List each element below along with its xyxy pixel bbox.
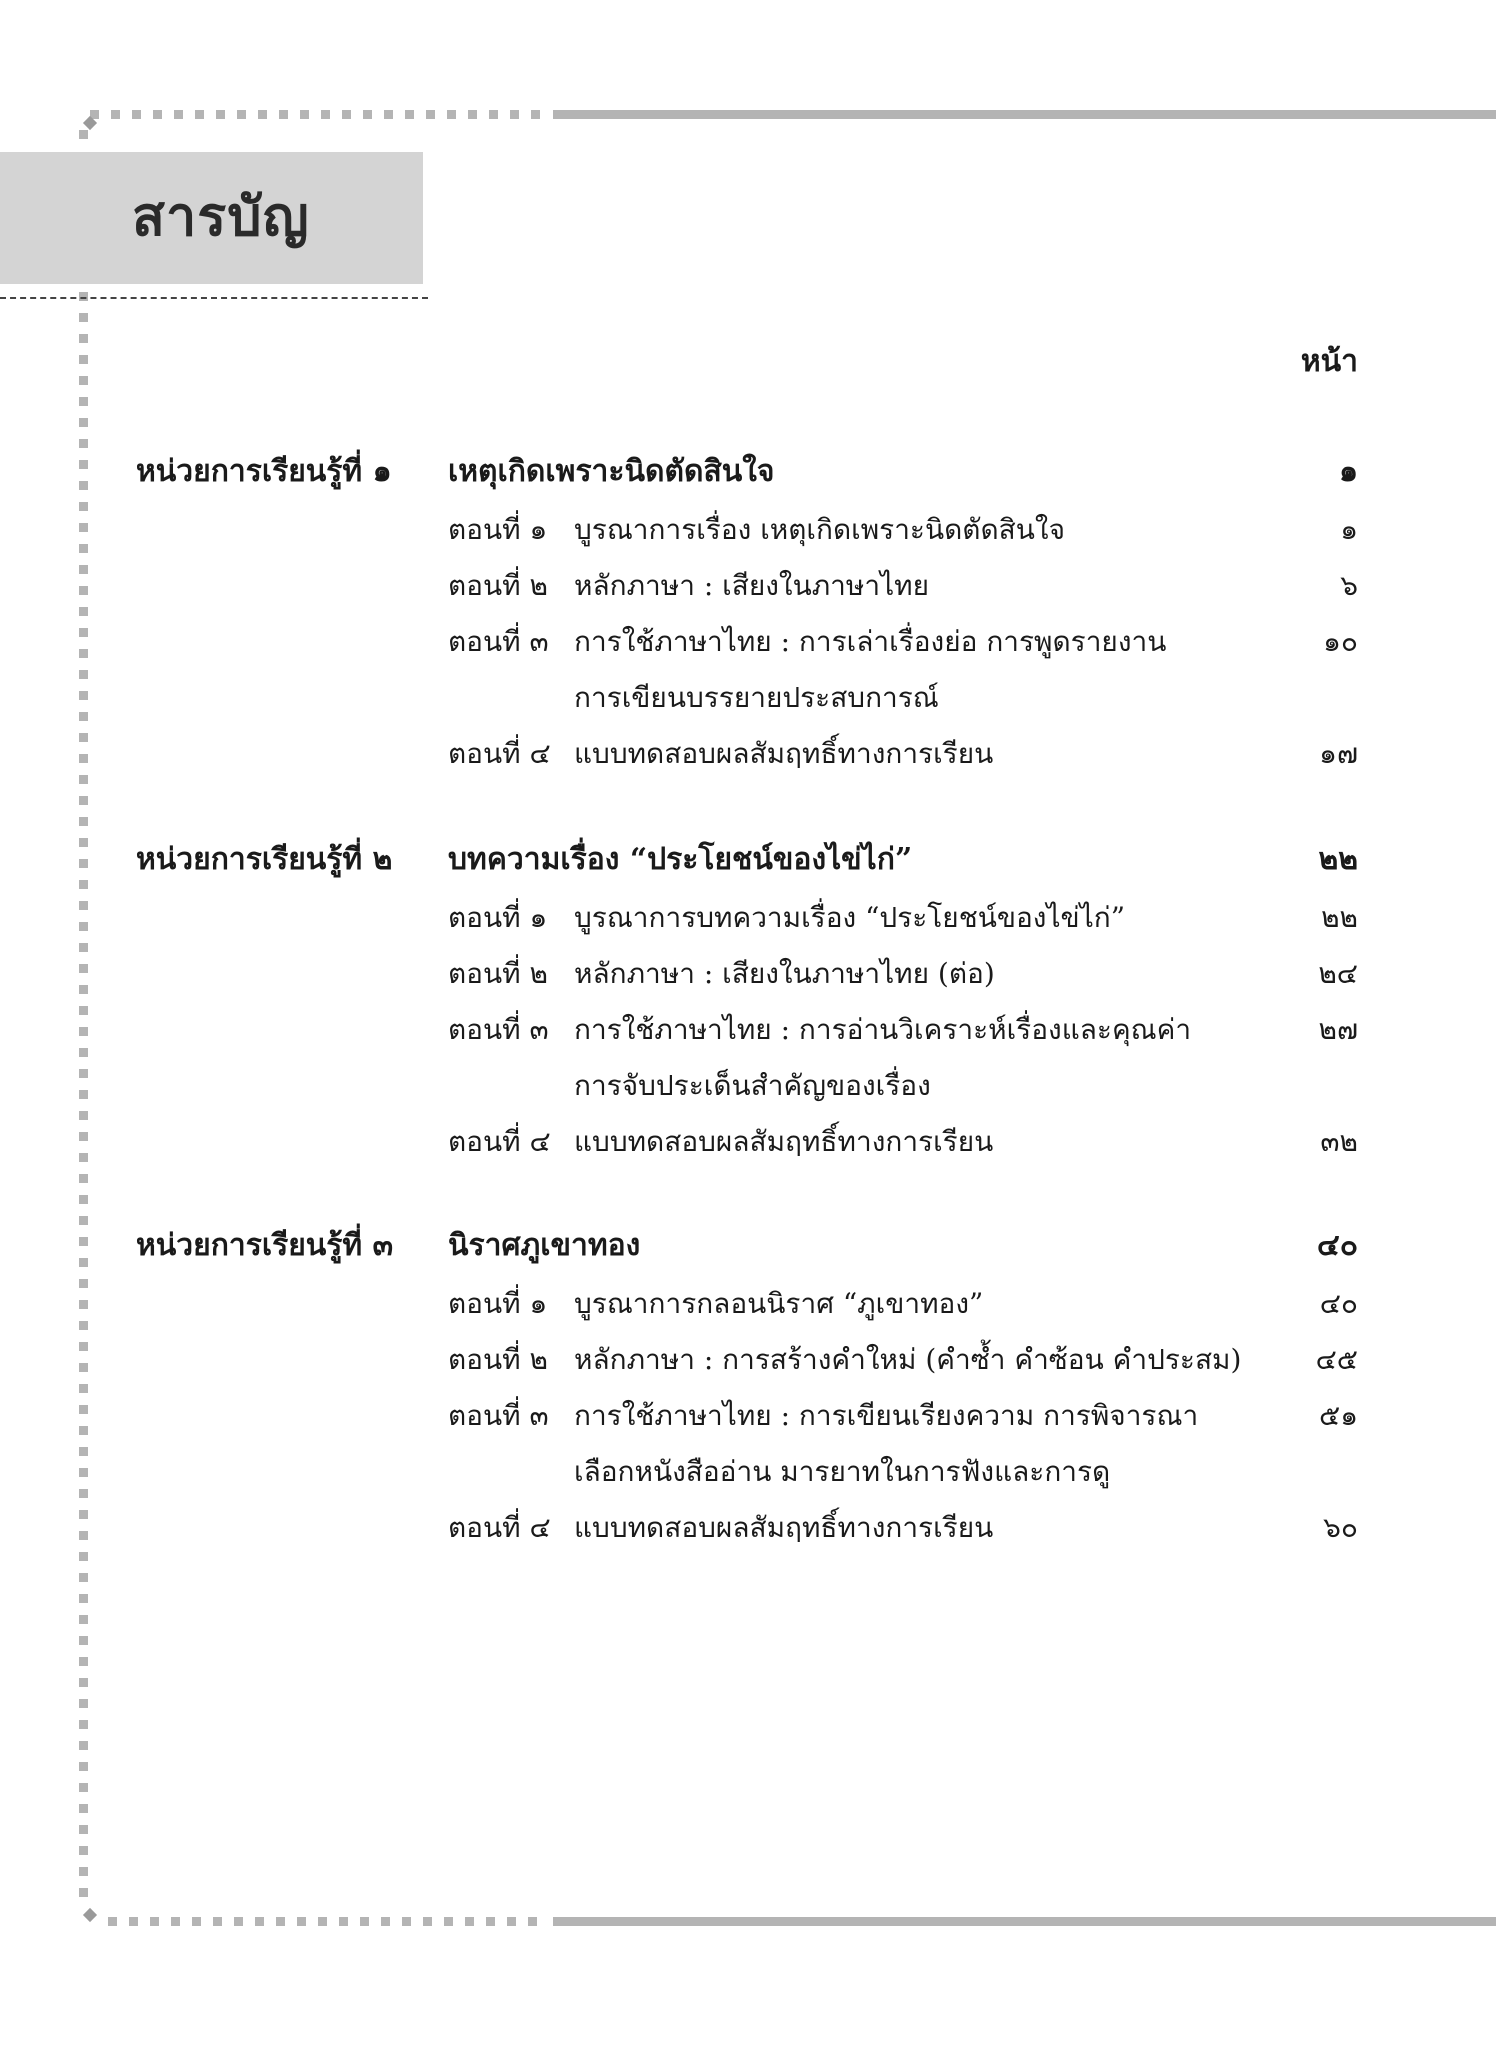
section-title: หลักภาษา : การสร้างคำใหม่ (คำซ้ำ คำซ้อน คำประสม) <box>574 1343 1242 1376</box>
heading-divider <box>0 297 428 299</box>
toc-section-row <box>0 1506 1496 1554</box>
section-title-continued: เลือกหนังสืออ่าน มารยาทในการฟังและการดู <box>574 1455 1111 1488</box>
section-page-number: ๖๐ <box>1323 1511 1358 1544</box>
section-page-number: ๕๑ <box>1319 1399 1358 1432</box>
frame-bottom-dotted-line <box>108 1917 548 1926</box>
section-title: แบบทดสอบผลสัมฤทธิ์ทางการเรียน <box>574 1511 994 1544</box>
section-page-number: ๓๒ <box>1320 1125 1358 1158</box>
section-title-continued: การจับประเด็นสำคัญของเรื่อง <box>574 1069 931 1102</box>
section-number: ตอนที่ ๓ <box>448 1013 549 1046</box>
section-number: ตอนที่ ๑ <box>448 901 548 934</box>
section-page-number: ๑๗ <box>1319 737 1358 770</box>
frame-top-bar <box>553 110 1496 119</box>
section-page-number: ๒๒ <box>1321 901 1358 934</box>
page-column-label: หน้า <box>1300 344 1358 379</box>
section-title: การใช้ภาษาไทย : การเขียนเรียงความ การพิจารณา <box>574 1399 1199 1432</box>
section-page-number: ๔๐ <box>1319 1287 1358 1320</box>
toc-section-row <box>0 1338 1496 1386</box>
unit-title: เหตุเกิดเพราะนิดตัดสินใจ <box>448 454 775 489</box>
toc-section-row <box>0 1282 1496 1330</box>
toc-section-row <box>0 732 1496 780</box>
unit-page-number: ๔๐ <box>1316 1228 1358 1263</box>
section-title: แบบทดสอบผลสัมฤทธิ์ทางการเรียน <box>574 737 994 770</box>
toc-section-row <box>0 1008 1496 1102</box>
unit-label: หน่วยการเรียนรู้ที่ ๒ <box>136 842 393 877</box>
frame-bottom-bar <box>553 1917 1496 1926</box>
toc-section-row <box>0 508 1496 556</box>
section-page-number: ๑๐ <box>1323 625 1358 658</box>
section-number: ตอนที่ ๒ <box>448 1343 548 1376</box>
section-page-number: ๖ <box>1340 569 1358 602</box>
frame-top-dotted-line <box>90 110 550 119</box>
section-title: หลักภาษา : เสียงในภาษาไทย <box>574 569 930 602</box>
section-title: บูรณาการเรื่อง เหตุเกิดเพราะนิดตัดสินใจ <box>574 513 1065 546</box>
unit-title: นิราศภูเขาทอง <box>448 1228 641 1263</box>
section-title-continued: การเขียนบรรยายประสบการณ์ <box>574 681 939 714</box>
toc-section-row <box>0 1394 1496 1488</box>
section-page-number: ๒๔ <box>1318 957 1358 990</box>
frame-corner-diamond-icon <box>83 1908 97 1922</box>
section-number: ตอนที่ ๔ <box>448 1511 551 1544</box>
unit-label: หน่วยการเรียนรู้ที่ ๑ <box>136 454 392 489</box>
section-page-number: ๔๕ <box>1315 1343 1358 1376</box>
section-title: หลักภาษา : เสียงในภาษาไทย (ต่อ) <box>574 957 995 990</box>
toc-section-row <box>0 1120 1496 1168</box>
section-title: บูรณาการบทความเรื่อง “ประโยชน์ของไข่ไก่” <box>574 901 1126 934</box>
toc-section-row <box>0 620 1496 714</box>
unit-page-number: ๑ <box>1338 454 1358 489</box>
frame-left-dotted-line-upper <box>79 130 88 150</box>
section-title: แบบทดสอบผลสัมฤทธิ์ทางการเรียน <box>574 1125 994 1158</box>
section-number: ตอนที่ ๓ <box>448 625 549 658</box>
section-number: ตอนที่ ๑ <box>448 513 548 546</box>
unit-label: หน่วยการเรียนรู้ที่ ๓ <box>136 1228 394 1263</box>
toc-section-row <box>0 952 1496 1000</box>
section-title: การใช้ภาษาไทย : การอ่านวิเคราะห์เรื่องและคุณค่า <box>574 1013 1192 1046</box>
section-number: ตอนที่ ๔ <box>448 737 551 770</box>
page-title: สารบัญ <box>132 185 310 248</box>
unit-title: บทความเรื่อง “ประโยชน์ของไข่ไก่” <box>448 842 913 877</box>
section-title: บูรณาการกลอนนิราศ “ภูเขาทอง” <box>574 1287 984 1320</box>
unit-page-number: ๒๒ <box>1318 842 1358 877</box>
section-number: ตอนที่ ๒ <box>448 569 548 602</box>
toc-section-row <box>0 564 1496 612</box>
section-number: ตอนที่ ๑ <box>448 1287 548 1320</box>
section-page-number: ๑ <box>1340 513 1358 546</box>
toc-section-row <box>0 896 1496 944</box>
section-number: ตอนที่ ๓ <box>448 1399 549 1432</box>
section-number: ตอนที่ ๔ <box>448 1125 551 1158</box>
section-title: การใช้ภาษาไทย : การเล่าเรื่องย่อ การพูดรายงาน <box>574 625 1167 658</box>
section-number: ตอนที่ ๒ <box>448 957 548 990</box>
section-page-number: ๒๗ <box>1318 1013 1358 1046</box>
